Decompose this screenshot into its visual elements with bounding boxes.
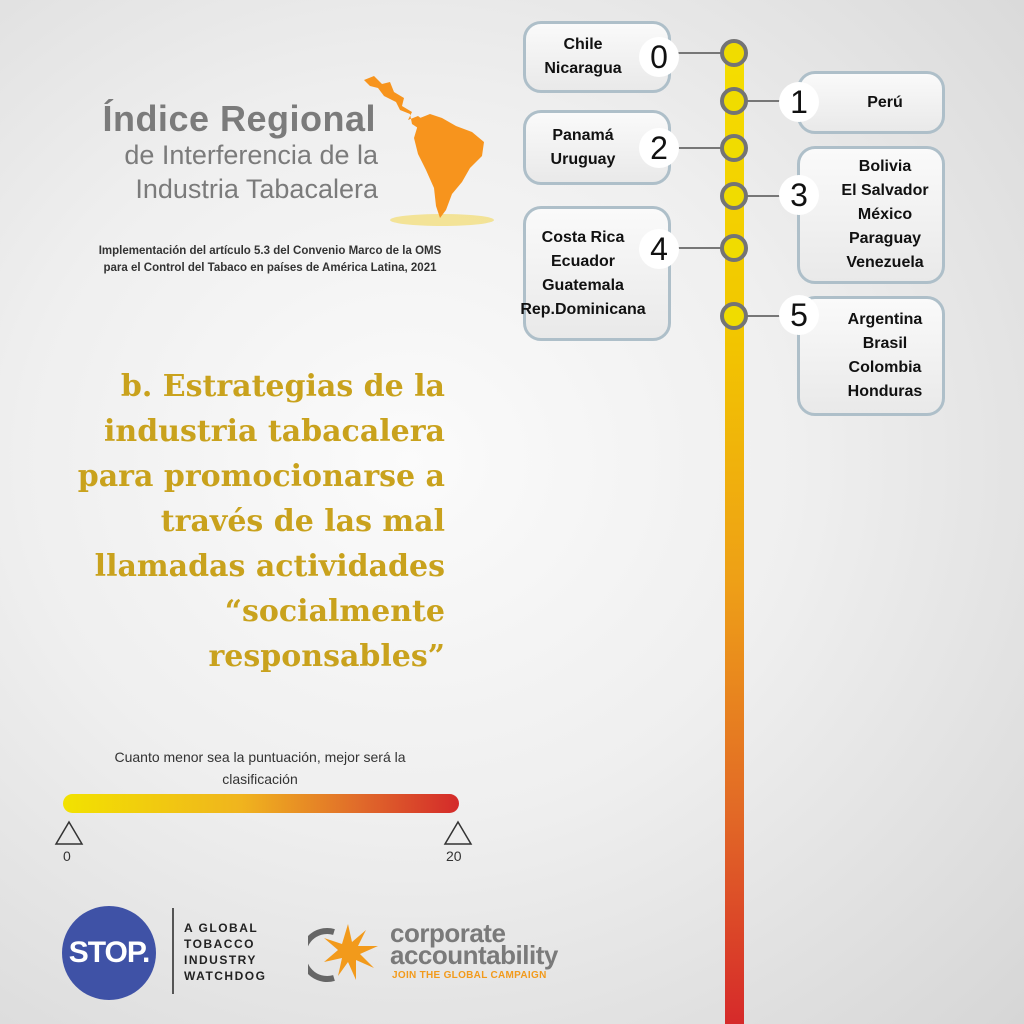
latin-america-map-icon: [360, 72, 500, 232]
stop-logo-line: TOBACCO: [184, 937, 255, 951]
rail-node: [720, 234, 748, 262]
title-subtitle: [60, 138, 378, 206]
section-heading-line: “socialmente: [224, 594, 445, 629]
title-main: Índice Regional: [102, 98, 376, 139]
score-badge: 3: [779, 175, 819, 215]
country-label: Costa Rica: [541, 228, 625, 246]
stop-logo-text: [184, 920, 266, 984]
country-label: Guatemala: [542, 276, 624, 294]
corporate-accountability-line-2: accountability: [390, 940, 558, 970]
implementation-note: [90, 243, 450, 277]
country-label: Uruguay: [550, 150, 616, 168]
legend-max-marker-icon: [443, 820, 473, 846]
country-list: [839, 91, 903, 115]
country-label: Rep.Dominicana: [520, 300, 646, 318]
country-list: [813, 155, 928, 275]
score-badge: 1: [779, 82, 819, 122]
country-list: [544, 33, 649, 81]
legend-min-marker-icon: [54, 820, 84, 846]
country-list: [820, 308, 923, 404]
legend-min-label: 0: [63, 848, 71, 864]
stop-logo: STOP.: [62, 906, 156, 1000]
country-label: Nicaragua: [544, 60, 622, 77]
legend-text-line-2: clasificación: [222, 771, 298, 787]
country-label: Brasil: [862, 335, 908, 352]
section-heading-line: industria tabacalera: [104, 414, 445, 449]
score-badge: 2: [639, 128, 679, 168]
title-line-2: de Interferencia de la: [124, 140, 378, 170]
stop-logo-line: A GLOBAL: [184, 921, 259, 935]
country-group-box: [797, 71, 945, 134]
country-group-box: [520, 206, 671, 341]
rail-node: [720, 39, 748, 67]
country-label: Colombia: [848, 359, 922, 376]
country-group-box: [797, 146, 945, 284]
implementation-line-1: Implementación del artículo 5.3 del Convenio Marco de la OMS: [98, 245, 442, 257]
legend-text: [90, 746, 430, 790]
section-heading-line: responsables”: [208, 639, 445, 674]
section-heading-line: b. Estrategias de la: [120, 369, 445, 404]
legend-gradient-bar: [63, 794, 459, 813]
country-label: Ecuador: [551, 252, 616, 270]
section-heading-line: para promocionarse a: [77, 459, 445, 494]
country-label: Bolivia: [858, 158, 912, 175]
corporate-accountability-tagline: JOIN THE GLOBAL CAMPAIGN: [392, 970, 547, 981]
stop-logo-divider: [172, 908, 174, 994]
country-label: El Salvador: [841, 182, 929, 199]
corporate-accountability-line-1: corporate: [390, 918, 506, 948]
section-heading-line: llamadas actividades: [94, 549, 445, 584]
rail-node: [720, 87, 748, 115]
score-badge: 5: [779, 295, 819, 335]
rail-node: [720, 134, 748, 162]
country-label: Paraguay: [848, 230, 922, 247]
corporate-accountability-name: [390, 918, 558, 970]
country-list: [551, 124, 644, 172]
country-label: Panamá: [552, 126, 614, 144]
country-label: México: [857, 206, 913, 223]
legend-text-line-1: Cuanto menor sea la puntuación, mejor será la: [114, 749, 406, 765]
score-badge: 4: [639, 229, 679, 269]
rail-node: [720, 182, 748, 210]
country-label: Honduras: [847, 383, 923, 400]
implementation-line-2: para el Control del Tabaco en países de América Latina, 2021: [103, 262, 437, 274]
country-label: Venezuela: [846, 254, 924, 271]
country-group-box: [797, 296, 945, 416]
legend-max-label: 20: [446, 848, 462, 864]
country-label: Argentina: [847, 311, 923, 328]
corporate-accountability-logo-icon: [308, 920, 384, 984]
stop-logo-line: INDUSTRY: [184, 953, 257, 967]
country-label: Perú: [867, 93, 903, 111]
stop-logo-line: WATCHDOG: [184, 969, 267, 983]
rail-node: [720, 302, 748, 330]
section-heading: [40, 364, 445, 679]
score-badge: 0: [639, 37, 679, 77]
section-heading-line: través de las mal: [160, 504, 445, 539]
title-line-3: Industria Tabacalera: [135, 174, 378, 204]
country-label: Chile: [563, 36, 603, 53]
